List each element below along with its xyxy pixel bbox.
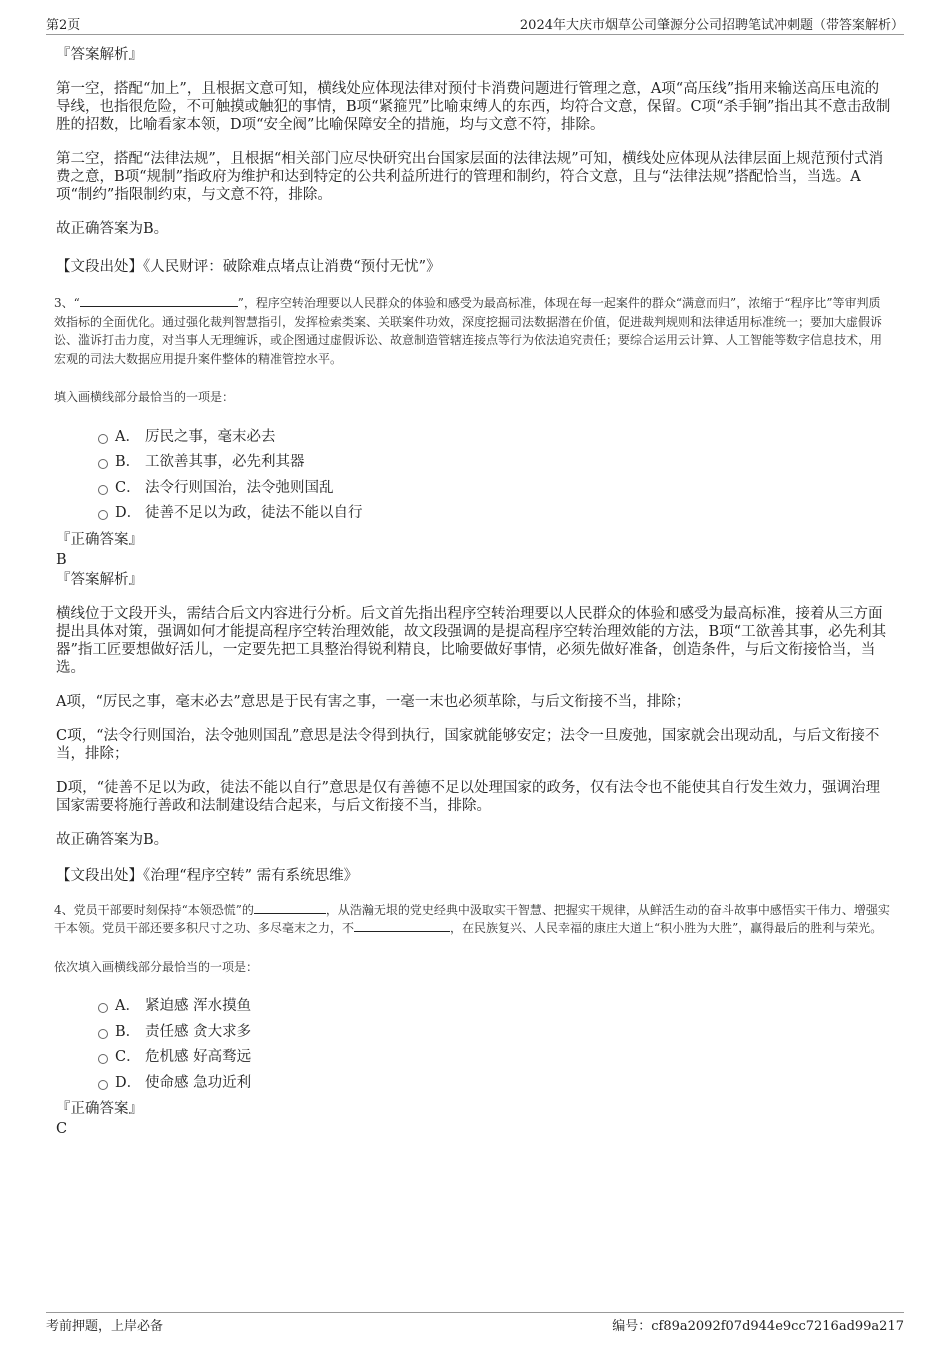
- radio-icon[interactable]: [98, 485, 108, 495]
- option-text: 使命感 急功近利: [145, 1074, 252, 1091]
- option-letter: C．: [115, 479, 141, 496]
- radio-icon[interactable]: [98, 434, 108, 444]
- option-letter: D．: [115, 505, 142, 521]
- analysis-paragraph: 第一空，搭配“加上”，且根据文意可知，横线处应体现法律对预付卡消费问题进行管理之意，A项“高压线”指用来输送高压电流的导线，也指很危险，不可触摸或触犯的事情，B项“紧箍咒”比喻束缚人的东西，均符合文意，保留。C项“杀手锏”指出其不意击敌制胜的招数，比喻看家本领，D项“安全阀”比喻保障安全的措施，均与文意不符，排除。: [56, 81, 891, 133]
- option-text: 厉民之事，毫末必去: [145, 428, 276, 445]
- question-number: 3、“: [54, 296, 80, 310]
- option-letter: A．: [115, 998, 140, 1014]
- analysis-paragraph: D项，“徒善不足以为政，徒法不能以自行”意思是仅有善德不足以处理国家的政务，仅有法令也不能使其自行发生效力，强调治理国家需要将施行善政和法制建设结合起来，与后文衔接不当，排除。: [56, 779, 880, 814]
- option-letter: C．: [115, 1049, 141, 1065]
- option-text: 徒善不足以为政，徒法不能以自行: [145, 505, 363, 521]
- question-stem-text: ，从浩瀚无垠的党史经典中汲取实干智慧、把握实干规律，从鲜活生动的奋斗故事中感悟实干伟力、增强实干本领。党员干部还要多积尺寸之功、多尽毫末之力，不: [54, 902, 890, 935]
- option-text: 危机感 好高骛远: [145, 1049, 252, 1065]
- option-b[interactable]: [56, 1022, 892, 1048]
- option-text: 法令行则国治，法令弛则国乱: [145, 479, 334, 496]
- fill-blank: [254, 901, 326, 914]
- option-text: 紧迫感 浑水摸鱼: [145, 998, 252, 1014]
- question-prompt: 填入画横线部分最恰当的一项是：: [54, 390, 235, 404]
- option-letter: D．: [115, 1074, 142, 1091]
- option-a[interactable]: [56, 427, 892, 453]
- option-text: 责任感 贪大求多: [145, 1023, 252, 1040]
- passage-source: 【文段出处】《人民财评：破除难点堵点让消费“预付无忧”》: [56, 259, 441, 275]
- question-stem-text: 4、党员干部要时刻保持“本领恐慌”的: [54, 902, 254, 917]
- radio-icon[interactable]: [98, 1054, 108, 1064]
- correct-answer-label: 『正确答案』: [56, 1101, 143, 1117]
- options-list: [56, 427, 892, 529]
- passage-source: 【文段出处】《治理“程序空转” 需有系统思维》: [56, 867, 359, 884]
- option-d[interactable]: [56, 1073, 892, 1099]
- question-stem: [54, 294, 892, 368]
- option-a[interactable]: [56, 996, 892, 1022]
- radio-icon[interactable]: [98, 1003, 108, 1013]
- option-c[interactable]: [56, 1047, 892, 1073]
- page-content: [56, 46, 892, 1138]
- option-text: 工欲善其事，必先利其器: [145, 454, 305, 470]
- fill-blank: [354, 919, 450, 932]
- answer-conclusion: 故正确答案为B。: [56, 221, 169, 237]
- analysis-paragraph: 横线位于文段开头，需结合后文内容进行分析。后文首先指出程序空转治理要以人民群众的体验和感受为最高标准，接着从三方面提出具体对策，强调如何才能提高程序空转治理效能，故文段强调的是提高程序空转治理效能的方法，B项“工欲善其事，必先利其器”指工匠要想做好活儿，一定要先把工具整治得锐利精良，比喻要做好事情，必须先做好准备，创造条件，与后文衔接恰当，当选。: [56, 605, 887, 676]
- question-stem-text: ”，程序空转治理要以人民群众的体验和感受为最高标准，体现在每一起案件的群众“满意而归”，浓缩于“程序比”等审判质效指标的全面优化。通过强化裁判智慧指引，发挥检索类案、关联案件功效，深度挖掘司法数据潜在价值，促进裁判规则和法律适用标准统一；要加大虚假诉讼、滥诉打击力度，对当事人无理缠诉，或企图通过虚假诉讼、故意制造管辖连接点等行为依法追究责任；要综合运用云计算、人工智能等数字信息技术，用宏观的司法大数据应用提升案件整体的精准管控水平。: [54, 296, 883, 366]
- options-list: [56, 996, 892, 1098]
- page-header: [46, 14, 904, 35]
- correct-answer: C: [56, 1121, 68, 1137]
- option-letter: A．: [115, 428, 140, 445]
- option-c[interactable]: [56, 478, 892, 504]
- answer-conclusion: 故正确答案为B。: [56, 831, 169, 848]
- analysis-label: 『答案解析』: [56, 571, 143, 588]
- document-title: 2024年大庆市烟草公司肇源分公司招聘笔试冲刺题（带答案解析）: [519, 18, 904, 33]
- radio-icon[interactable]: [98, 1080, 108, 1090]
- analysis-label: 『答案解析』: [56, 47, 143, 63]
- radio-icon[interactable]: [98, 1029, 108, 1039]
- analysis-paragraph: A项，“厉民之事，毫末必去”意思是于民有害之事，一毫一末也必须革除，与后文衔接不当，排除；: [56, 693, 691, 710]
- footer-slogan: 考前押题，上岸必备: [46, 1319, 164, 1334]
- analysis-paragraph: C项，“法令行则国治，法令弛则国乱”意思是法令得到执行，国家就能够安定；法令一旦废弛，国家就会出现动乱，与后文衔接不当，排除；: [56, 727, 880, 762]
- correct-answer: B: [56, 551, 67, 568]
- option-b[interactable]: [56, 452, 892, 478]
- analysis-paragraph: 第二空，搭配“法律法规”，且根据“相关部门应尽快研究出台国家层面的法律法规”可知，横线处应体现从法律层面上规范预付式消费之意，B项“规制”指政府为维护和达到特定的公共利益所进行的管理和制约，符合文意，且与“法律法规”搭配恰当，当选。A项“制约”指限制约束，与文意不符，排除。: [56, 151, 884, 203]
- document-id: 编号：cf89a2092f07d944e9cc7216ad99a217: [612, 1319, 904, 1334]
- page-number: 第2页: [46, 18, 81, 33]
- correct-answer-label: 『正确答案』: [56, 531, 143, 548]
- question-stem: [54, 901, 892, 938]
- option-d[interactable]: [56, 503, 892, 529]
- fill-blank: [80, 294, 238, 307]
- option-letter: B．: [115, 1023, 141, 1040]
- option-letter: B．: [115, 454, 141, 470]
- radio-icon[interactable]: [98, 510, 108, 520]
- question-prompt: 依次填入画横线部分最恰当的一项是：: [54, 959, 259, 974]
- question-stem-text: ，在民族复兴、人民幸福的康庄大道上“积小胜为大胜”，赢得最后的胜利与荣光。: [450, 921, 883, 935]
- page-footer: [46, 1312, 904, 1337]
- radio-icon[interactable]: [98, 459, 108, 469]
